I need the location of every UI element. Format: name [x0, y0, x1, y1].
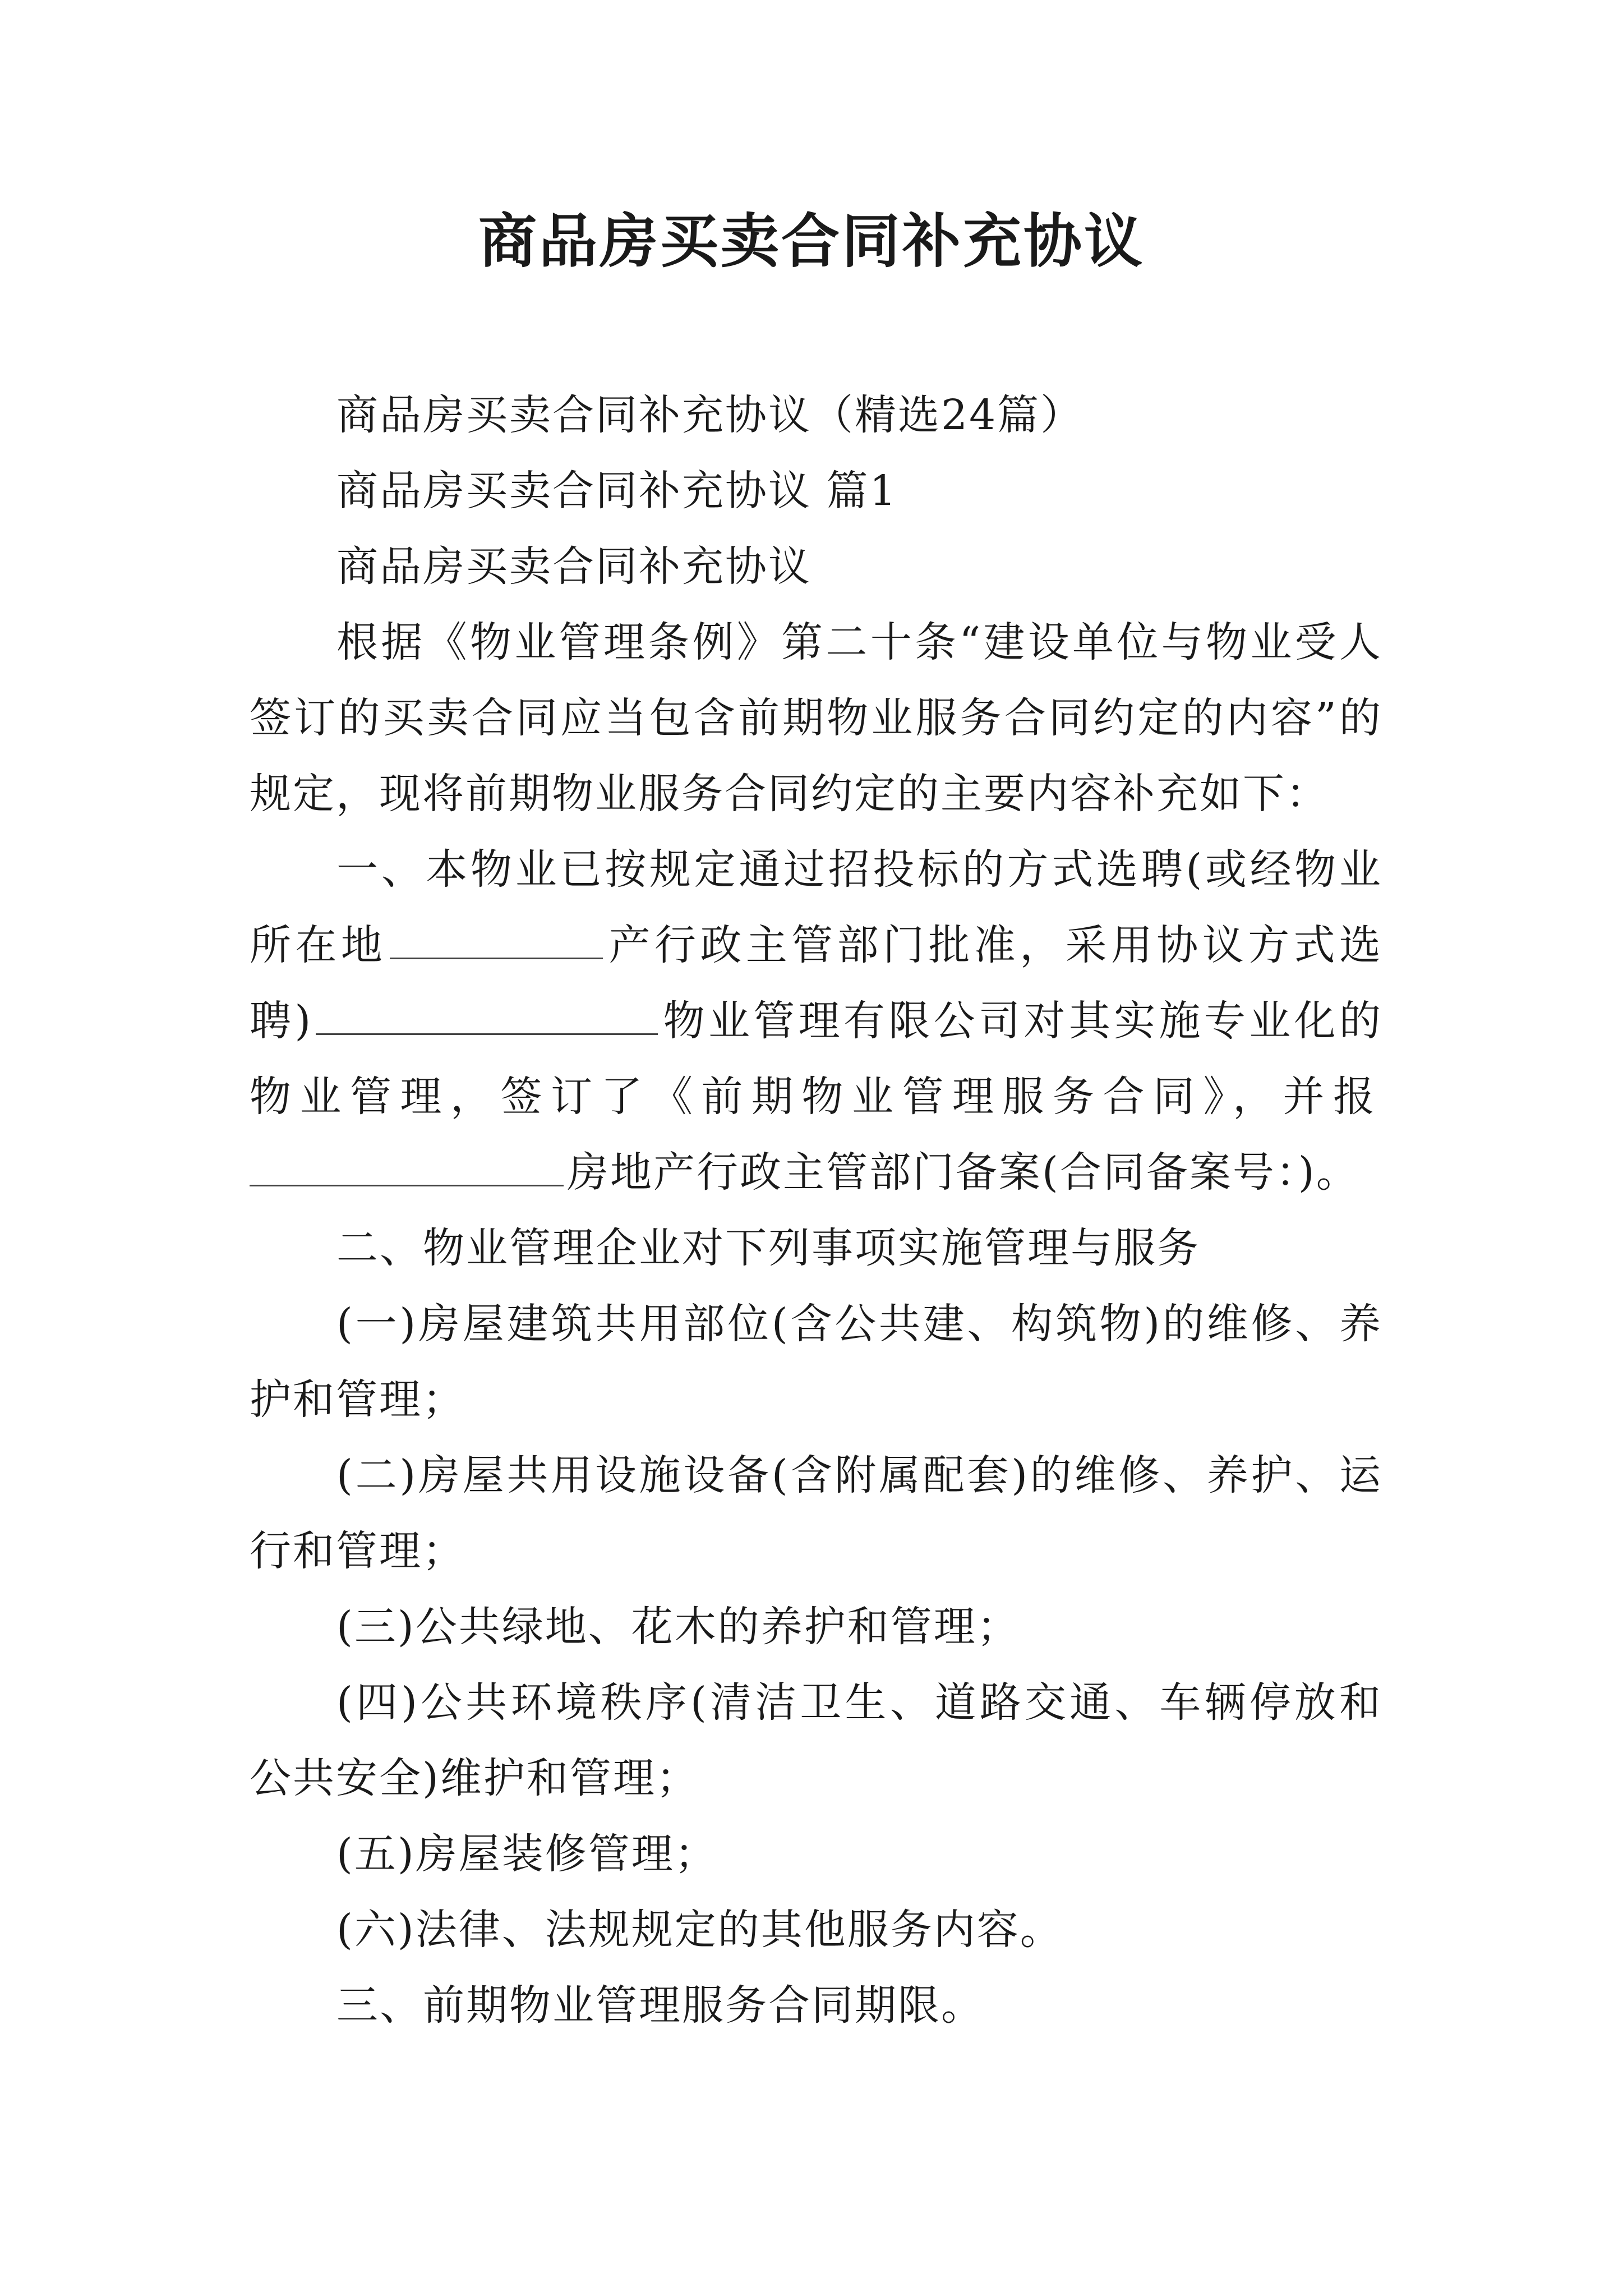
clause-1-line-3-start: 聘) — [250, 997, 313, 1045]
clause-1-line-3-end: 物业管理有限公司对其实施专业化的 — [661, 997, 1382, 1045]
clause-1-line-1: 一、本物业已按规定通过招投标的方式选聘(或经物业 — [336, 845, 1382, 894]
intro-line-1: 根据《物业管理条例》第二十条“建设单位与物业受人 — [336, 618, 1382, 666]
intro-line-2: 签订的买卖合同应当包含前期物业服务合同约定的内容”的 — [250, 694, 1382, 742]
blank-fill-line — [250, 1150, 564, 1186]
clause-1-line-2 — [250, 917, 1382, 973]
section-heading: 商品房买卖合同补充协议 篇1 — [336, 467, 898, 515]
clause-2-item-1-line-2: 护和管理； — [250, 1375, 465, 1424]
document-subtitle: 商品房买卖合同补充协议（精选24篇） — [336, 391, 1084, 439]
clause-2-item-2-line-1: (二)房屋共用设施设备(含附属配套)的维修、养护、运 — [336, 1451, 1382, 1499]
clause-1-line-5-end: 房地产行政主管部门备案(合同备案号：)。 — [567, 1148, 1359, 1197]
clause-2-item-3: (三)公共绿地、花木的养护和管理； — [336, 1603, 1020, 1651]
clause-3-heading: 三、前期物业管理服务合同期限。 — [336, 1981, 984, 2030]
clause-2-item-4-line-1: (四)公共环境秩序(清洁卫生、道路交通、车辆停放和 — [336, 1678, 1382, 1727]
clause-1-line-3 — [250, 993, 1382, 1049]
clause-2-heading: 二、物业管理企业对下列事项实施管理与服务 — [336, 1224, 1200, 1272]
blank-fill-line — [316, 999, 658, 1035]
document-title: 商品房买卖合同补充协议 — [478, 206, 1145, 275]
clause-2-item-6: (六)法律、法规规定的其他服务内容。 — [336, 1906, 1063, 1954]
section-title: 商品房买卖合同补充协议 — [336, 542, 811, 591]
clause-1-line-2-start: 所在地 — [250, 921, 387, 969]
intro-line-3: 规定，现将前期物业服务合同约定的主要内容补充如下： — [250, 770, 1329, 818]
clause-2-item-5: (五)房屋装修管理； — [336, 1830, 718, 1878]
blank-fill-line — [390, 923, 603, 959]
clause-1-line-5 — [250, 1144, 1382, 1200]
clause-2-item-1-line-1: (一)房屋建筑共用部位(含公共建、构筑物)的维修、养 — [336, 1300, 1382, 1348]
clause-2-item-2-line-2: 行和管理； — [250, 1527, 465, 1575]
clause-1-line-4: 物业管理，签订了《前期物业管理服务合同》，并报 — [250, 1073, 1382, 1121]
clause-2-item-4-line-2: 公共安全)维护和管理； — [250, 1754, 699, 1802]
clause-1-line-2-end: 产行政主管部门批准，采用协议方式选 — [606, 921, 1383, 969]
